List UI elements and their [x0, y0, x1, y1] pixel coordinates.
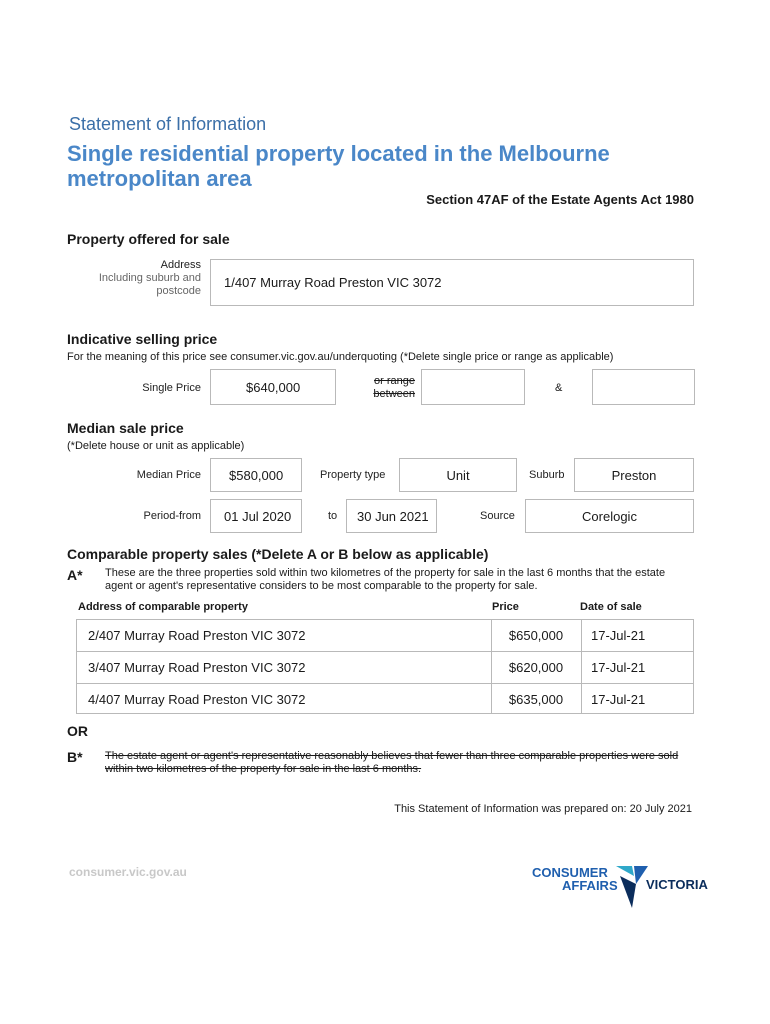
victoria-v-icon	[614, 864, 650, 910]
row-date: 17-Jul-21	[591, 692, 646, 707]
property-type-field[interactable]: Unit	[399, 458, 517, 492]
period-from-label: Period-from	[143, 510, 201, 522]
median-heading: Median sale price	[67, 420, 184, 436]
table-row	[77, 684, 693, 715]
or-label: OR	[67, 723, 88, 739]
range-from-field[interactable]	[421, 369, 525, 405]
source-label: Source	[480, 510, 515, 522]
row-address: 4/407 Murray Road Preston VIC 3072	[88, 692, 306, 707]
consumer-affairs-victoria-logo	[530, 864, 708, 912]
suburb-field[interactable]: Preston	[574, 458, 694, 492]
address-field[interactable]: 1/407 Murray Road Preston VIC 3072	[210, 259, 694, 306]
property-heading: Property offered for sale	[67, 231, 230, 247]
median-price-field[interactable]: $580,000	[210, 458, 302, 492]
range-ampersand: &	[555, 382, 563, 394]
address-label	[70, 259, 201, 298]
range-to-field[interactable]	[592, 369, 695, 405]
table-row	[77, 652, 693, 683]
indicative-heading: Indicative selling price	[67, 331, 218, 347]
row-price: $650,000	[508, 628, 564, 643]
comparable-heading: Comparable property sales (*Delete A or B below as applicable)	[67, 546, 489, 562]
col-header-address: Address of comparable property	[78, 601, 248, 613]
supertitle: Statement of Information	[69, 114, 267, 134]
row-address: 3/407 Murray Road Preston VIC 3072	[88, 660, 306, 675]
option-b-marker: B*	[67, 749, 83, 765]
col-header-date: Date of sale	[580, 601, 642, 613]
row-address: 2/407 Murray Road Preston VIC 3072	[88, 628, 306, 643]
option-a-marker: A*	[67, 567, 83, 583]
range-label-line: or range	[374, 375, 415, 387]
logo-line: AFFAIRS	[562, 878, 618, 893]
option-b-text: The estate agent or agent's representative reasonably believes that fewer than three comparable properties were sold within two kilometres of the property for sale in the last 6 months.	[105, 750, 679, 775]
address-label-line: Address	[160, 259, 201, 271]
property-type-label: Property type	[320, 469, 386, 481]
prepared-date: This Statement of Information was prepared on: 20 July 2021	[394, 803, 692, 815]
period-from-field[interactable]: 01 Jul 2020	[210, 499, 302, 533]
footer-url[interactable]: consumer.vic.gov.au	[69, 865, 187, 879]
indicative-note: For the meaning of this price see consumer.vic.gov.au/underquoting (*Delete single price or range as applicable)	[67, 351, 614, 363]
row-date: 17-Jul-21	[591, 660, 646, 675]
source-field[interactable]: Corelogic	[525, 499, 694, 533]
suburb-label: Suburb	[529, 469, 565, 481]
median-note: (*Delete house or unit as applicable)	[67, 440, 245, 452]
row-price: $635,000	[508, 692, 564, 707]
table-row	[77, 620, 693, 651]
document-title: Single residential property located in the Melbourne metropolitan area	[67, 141, 610, 191]
address-label-line: postcode	[156, 285, 201, 297]
single-price-field[interactable]: $640,000	[210, 369, 336, 405]
col-header-price: Price	[492, 601, 519, 613]
range-label	[345, 375, 415, 401]
period-to-field[interactable]: 30 Jun 2021	[346, 499, 437, 533]
address-label-line: Including suburb and	[98, 272, 201, 284]
option-a-text: These are the three properties sold within two kilometres of the property for sale in the last 6 months that the estate agent or agent's representative considers to be most comparable to the property for sale.	[105, 567, 666, 592]
range-label-line: between	[373, 388, 415, 400]
logo-line: VICTORIA	[646, 877, 708, 892]
comparable-table	[76, 619, 694, 714]
median-price-label: Median Price	[136, 469, 201, 481]
act-reference: Section 47AF of the Estate Agents Act 1980	[426, 192, 694, 207]
logo-line: CONSUMER	[532, 865, 608, 880]
row-date: 17-Jul-21	[591, 628, 646, 643]
single-price-label: Single Price	[142, 382, 201, 394]
row-price: $620,000	[508, 660, 564, 675]
period-to-label: to	[328, 510, 338, 522]
